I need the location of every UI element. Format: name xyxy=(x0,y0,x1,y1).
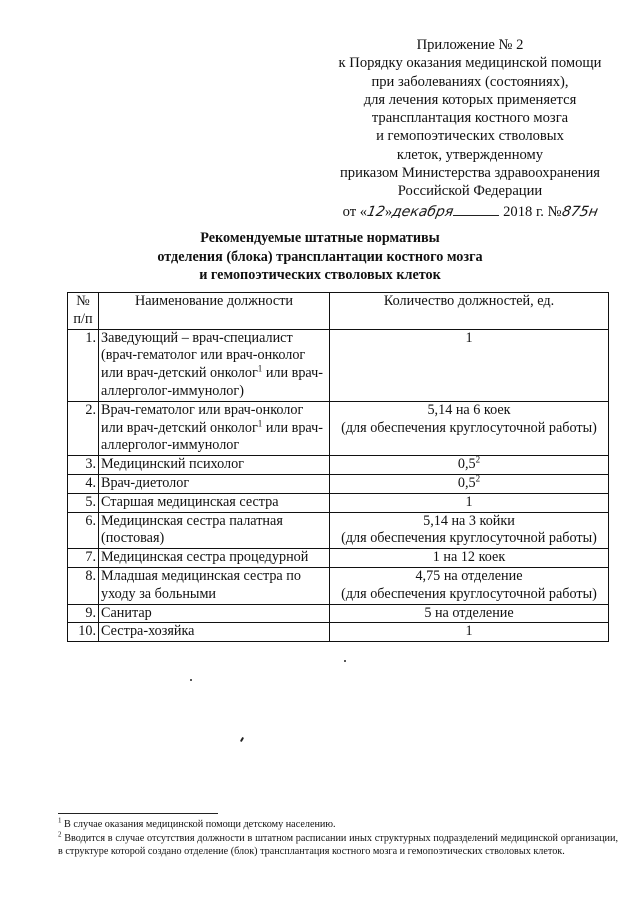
position-quantity xyxy=(330,549,609,568)
scan-speck xyxy=(190,679,192,681)
footnote-ref: 2 xyxy=(475,454,481,465)
quantity-text: 5,14 на 6 коек xyxy=(427,401,511,418)
footnote-mark: 1 xyxy=(58,816,62,825)
quantity-text: 5 на отделение xyxy=(424,604,514,621)
row-number: 2. xyxy=(68,401,99,455)
appendix-line: приказом Министерства здравоохранения xyxy=(340,165,600,182)
quantity-text: 0,5 xyxy=(457,474,476,491)
title-line: отделения (блока) трансплантации костного мозга xyxy=(157,248,483,265)
table-row xyxy=(68,493,609,512)
quantity-text: 1 xyxy=(465,329,473,346)
order-quote-close: » xyxy=(384,203,393,220)
document-title xyxy=(0,229,640,285)
position-name-text: Младшая медицинская сестра по уходу за больными xyxy=(101,567,301,602)
position-quantity xyxy=(330,493,609,512)
quantity-value xyxy=(332,605,606,623)
appendix-header xyxy=(300,36,640,221)
order-month-handwritten: декабря xyxy=(390,203,455,220)
footnote-separator xyxy=(58,813,218,814)
table-row xyxy=(68,474,609,493)
row-number: 4. xyxy=(68,474,99,493)
staff-table xyxy=(67,292,609,642)
position-name xyxy=(99,512,330,549)
header-num: № п/п xyxy=(68,293,99,330)
footnote-ref: 1 xyxy=(257,363,263,374)
appendix-line: при заболеваниях (состояниях), xyxy=(371,73,569,90)
quantity-value xyxy=(332,513,606,531)
quantity-value xyxy=(332,623,606,641)
appendix-line: и гемопоэтических стволовых xyxy=(376,128,564,145)
appendix-line: для лечения которых применяется xyxy=(363,91,577,108)
position-name-text: Медицинская сестра палатная (постовая) xyxy=(101,512,283,547)
position-name xyxy=(99,549,330,568)
position-name xyxy=(99,401,330,455)
quantity-note: (для обеспечения круглосуточной работы) xyxy=(341,585,597,602)
quantity-text: 5,14 на 3 койки xyxy=(423,512,515,529)
quantity-note: (для обеспечения круглосуточной работы) xyxy=(341,419,597,436)
scan-speck xyxy=(240,737,244,742)
position-name-text: Медицинская сестра процедурной xyxy=(101,549,309,566)
quantity-note: (для обеспечения круглосуточной работы) xyxy=(341,530,597,547)
title-line: Рекомендуемые штатные нормативы xyxy=(200,230,440,246)
quantity-value xyxy=(332,456,606,474)
row-number: 1. xyxy=(68,329,99,401)
row-number: 6. xyxy=(68,512,99,549)
row-number: 8. xyxy=(68,567,99,604)
position-name-text: Врач-гематолог или врач-онколог или врач-детский онколог xyxy=(101,401,304,436)
position-quantity xyxy=(330,401,609,455)
position-name xyxy=(99,474,330,493)
header-qty: Количество должностей, ед. xyxy=(330,293,609,330)
quantity-value xyxy=(332,494,606,512)
quantity-text: 1 на 12 коек xyxy=(432,549,506,566)
position-name xyxy=(99,456,330,475)
footnote-text: Вводится в случае отсутствия должности в штатном расписании иных структурных подразделений медицинской организации, в структуре которой создано отделение (блок) трансплантация костного мозга и гемопоэтических стволовых клеток. xyxy=(58,833,618,857)
table-row xyxy=(68,549,609,568)
appendix-line: клеток, утвержденному xyxy=(396,146,544,163)
footnote-ref: 1 xyxy=(257,417,263,428)
position-quantity xyxy=(330,512,609,549)
position-name xyxy=(99,567,330,604)
quantity-value xyxy=(332,402,606,420)
position-name xyxy=(99,623,330,642)
order-blank-line xyxy=(453,201,499,216)
table-row xyxy=(68,456,609,475)
row-number: 7. xyxy=(68,549,99,568)
order-number-handwritten: 875н xyxy=(560,203,599,220)
quantity-value xyxy=(332,549,606,567)
position-quantity xyxy=(330,623,609,642)
footnote-2 xyxy=(58,832,618,858)
quantity-text: 1 xyxy=(465,493,473,510)
footnote-1 xyxy=(58,818,618,831)
scan-speck xyxy=(344,660,346,662)
quantity-text: 4,75 на отделение xyxy=(415,567,523,584)
quantity-value xyxy=(332,475,606,493)
position-name-text: или врач-аллерголог-иммунолог) xyxy=(101,365,324,399)
position-name-text: Заведующий – врач-специалист (врач-гематолог или врач-онколог или врач-детский онколог xyxy=(101,329,306,382)
position-name xyxy=(99,493,330,512)
quantity-value xyxy=(332,568,606,586)
position-name-text: Сестра-хозяйка xyxy=(101,623,195,640)
header-name: Наименование должности xyxy=(99,293,330,330)
appendix-line: Приложение № 2 xyxy=(416,37,524,53)
footnote-ref: 2 xyxy=(475,473,481,484)
table-row xyxy=(68,623,609,642)
position-name-text: Медицинский психолог xyxy=(101,456,244,473)
row-number: 5. xyxy=(68,493,99,512)
table-row xyxy=(68,329,609,401)
table-row xyxy=(68,567,609,604)
row-number: 9. xyxy=(68,604,99,623)
appendix-line: трансплантация костного мозга xyxy=(371,110,569,127)
position-quantity xyxy=(330,567,609,604)
position-quantity xyxy=(330,604,609,623)
position-quantity xyxy=(330,329,609,401)
row-number: 3. xyxy=(68,456,99,475)
position-name-text: Старшая медицинская сестра xyxy=(101,493,279,510)
footnote-text: В случае оказания медицинской помощи детскому населению. xyxy=(61,819,336,830)
appendix-line: Российской Федерации xyxy=(397,183,543,200)
position-quantity xyxy=(330,456,609,475)
footnotes xyxy=(58,818,618,859)
order-date-line xyxy=(300,201,640,221)
table-row xyxy=(68,604,609,623)
position-name xyxy=(99,604,330,623)
position-quantity xyxy=(330,474,609,493)
appendix-line: к Порядку оказания медицинской помощи xyxy=(338,55,602,72)
title-line: и гемопоэтических стволовых клеток xyxy=(199,267,441,283)
quantity-value xyxy=(332,330,606,348)
position-name xyxy=(99,329,330,401)
position-name-text: Врач-диетолог xyxy=(101,474,190,491)
position-name-text: Санитар xyxy=(101,604,152,621)
table-header-row xyxy=(68,293,609,330)
order-from-prefix: от « xyxy=(342,203,368,220)
table-row xyxy=(68,512,609,549)
footnote-mark: 2 xyxy=(58,830,62,839)
order-day-handwritten: 12 xyxy=(365,203,387,220)
position-name-text: или врач-аллерголог-иммунолог xyxy=(101,419,324,454)
table-row xyxy=(68,401,609,455)
quantity-text: 1 xyxy=(465,623,473,640)
quantity-text: 0,5 xyxy=(457,456,476,473)
order-year-text: 2018 г. № xyxy=(503,203,562,220)
row-number: 10. xyxy=(68,623,99,642)
